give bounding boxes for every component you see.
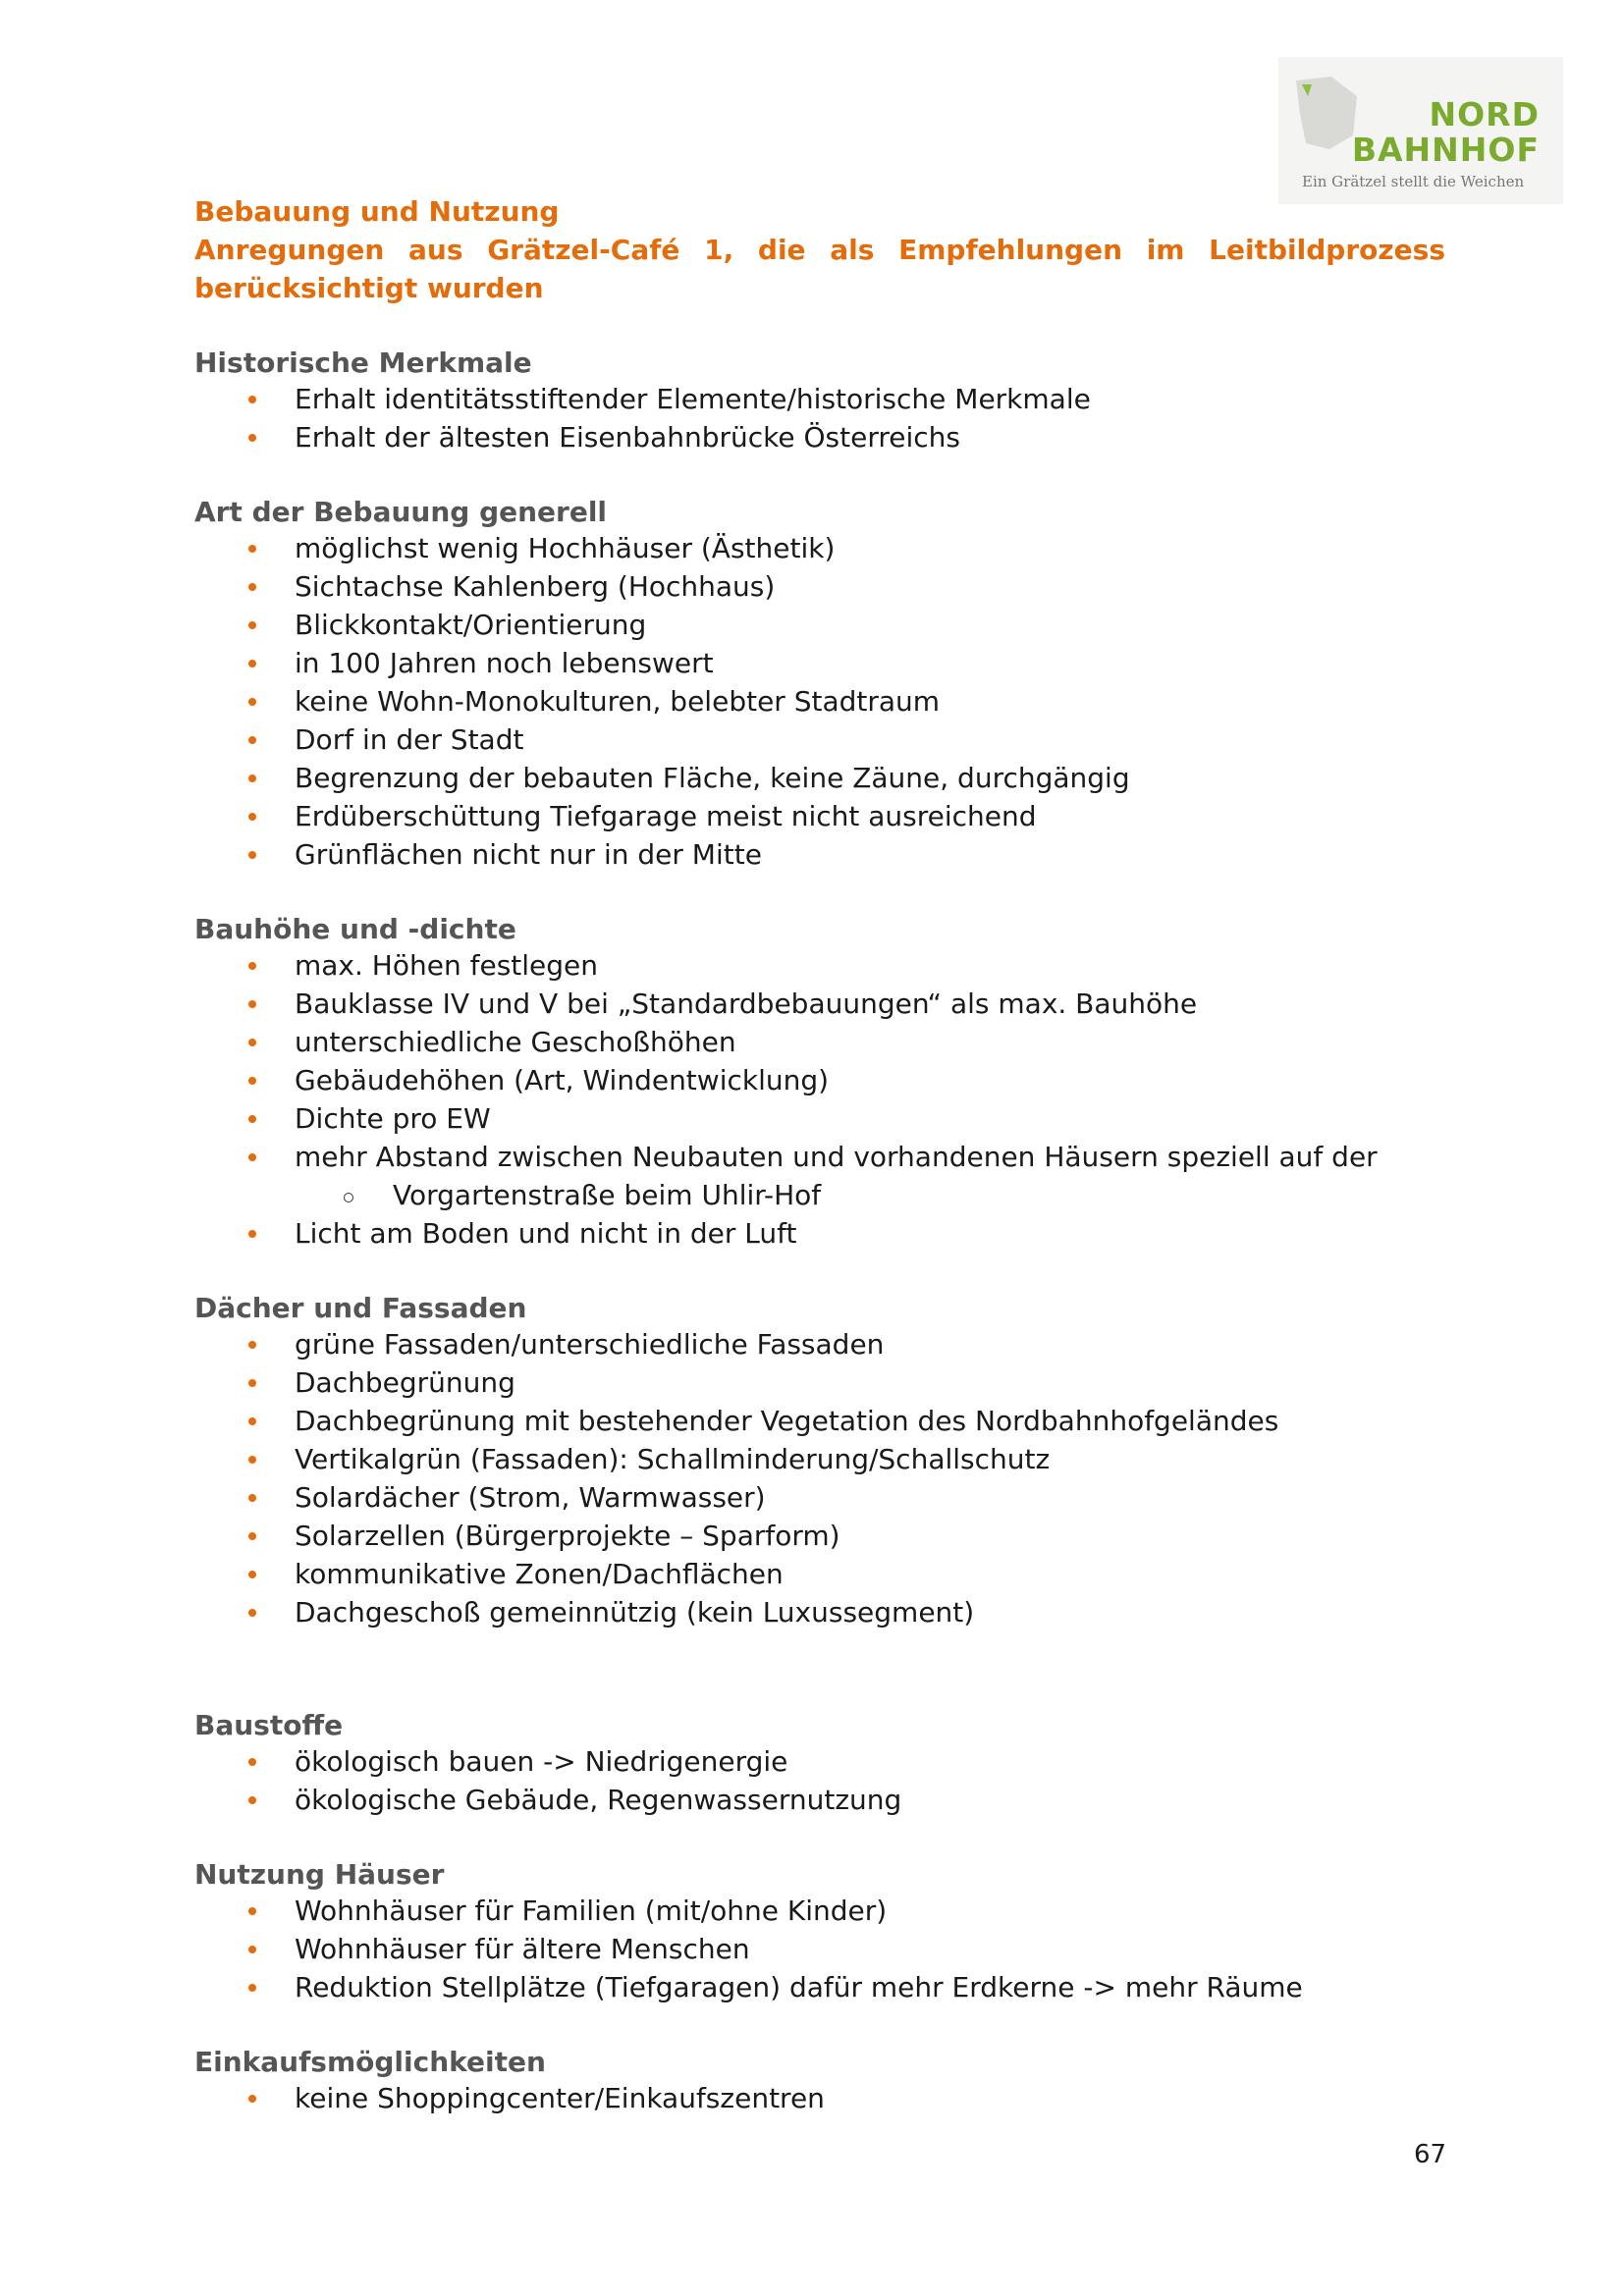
list-item: Dichte pro EW	[194, 1099, 1445, 1138]
bullet-icon	[248, 2095, 256, 2103]
section-heading: Bauhöhe und -dichte	[194, 913, 516, 945]
page-title: Bebauung und Nutzung	[194, 195, 560, 228]
bullet-icon	[248, 1494, 256, 1502]
document-body	[194, 192, 1445, 2117]
list-item: Wohnhäuser für ältere Menschen	[194, 1930, 1445, 1968]
page-subtitle: Anregungen aus Grätzel-Café 1, die als Empfehlungen im Leitbildprozess berücksichtigt wurden	[194, 234, 1445, 304]
bullet-icon	[248, 545, 256, 553]
section-heading: Nutzung Häuser	[194, 1858, 445, 1891]
list-item: ökologisch bauen -> Niedrigenergie	[194, 1742, 1445, 1781]
bullet-icon	[248, 1000, 256, 1008]
logo-tagline: Ein Grätzel stellt die Weichen	[1302, 173, 1525, 190]
list-item: Solardächer (Strom, Warmwasser)	[194, 1478, 1445, 1517]
list-item: Wohnhäuser für Familien (mit/ohne Kinder)	[194, 1892, 1445, 1930]
hollow-bullet-icon	[344, 1193, 353, 1202]
list-item: Erhalt identitätsstiftender Elemente/historische Merkmale	[194, 380, 1445, 418]
bullet-icon	[248, 736, 256, 744]
section-art-der-bebauung	[194, 495, 1445, 874]
bullet-icon	[248, 851, 256, 859]
list-item: Licht am Boden und nicht in der Luft	[194, 1214, 1445, 1253]
bullet-icon	[248, 1379, 256, 1387]
list-item: keine Wohn-Monokulturen, belebter Stadtraum	[194, 682, 1445, 721]
list-item: mehr Abstand zwischen Neubauten und vorhandenen Häusern speziell auf der	[194, 1138, 1445, 1176]
bullet-icon	[248, 698, 256, 706]
bullet-icon	[248, 1796, 256, 1804]
bullet-icon	[248, 396, 256, 403]
list-item: Grünflächen nicht nur in der Mitte	[194, 835, 1445, 874]
bullet-icon	[248, 1532, 256, 1540]
bullet-icon	[248, 1115, 256, 1123]
bullet-icon	[248, 962, 256, 970]
section-baustoffe	[194, 1708, 1445, 1819]
list-item: Dachbegrünung	[194, 1363, 1445, 1402]
section-historische-merkmale	[194, 346, 1445, 456]
bullet-icon	[248, 1907, 256, 1915]
list-item: Dachbegrünung mit bestehender Vegetation des Nordbahnhofgeländes	[194, 1402, 1445, 1440]
bullet-icon	[248, 583, 256, 591]
bullet-icon	[248, 1039, 256, 1046]
section-daecher-und-fassaden	[194, 1291, 1445, 1631]
bullet-icon	[248, 1153, 256, 1161]
bullet-icon	[248, 1984, 256, 1992]
bullet-icon	[248, 1758, 256, 1766]
list-item: Bauklasse IV und V bei „Standardbebauungen“ als max. Bauhöhe	[194, 985, 1445, 1023]
list-item: Blickkontakt/Orientierung	[194, 606, 1445, 644]
list-item: ökologische Gebäude, Regenwassernutzung	[194, 1781, 1445, 1819]
sub-list-item: Vorgartenstraße beim Uhlir-Hof	[194, 1176, 1445, 1214]
nordbahnhof-logo	[1278, 57, 1563, 204]
map-shape-icon	[1292, 75, 1361, 153]
bullet-icon	[248, 1456, 256, 1464]
list-item: max. Höhen festlegen	[194, 946, 1445, 985]
list-item: unterschiedliche Geschoßhöhen	[194, 1023, 1445, 1061]
bullet-icon	[248, 1417, 256, 1425]
list-item: kommunikative Zonen/Dachflächen	[194, 1555, 1445, 1593]
list-item: Erhalt der ältesten Eisenbahnbrücke Österreichs	[194, 418, 1445, 456]
list-item: Gebäudehöhen (Art, Windentwicklung)	[194, 1061, 1445, 1099]
bullet-icon	[248, 1230, 256, 1238]
list-item: Reduktion Stellplätze (Tiefgaragen) dafür mehr Erdkerne -> mehr Räume	[194, 1968, 1445, 2006]
list-item: grüne Fassaden/unterschiedliche Fassaden	[194, 1325, 1445, 1363]
page-number: 67	[1414, 2140, 1447, 2169]
list-item: Dorf in der Stadt	[194, 721, 1445, 759]
list-item: Dachgeschoß gemeinnützig (kein Luxussegment)	[194, 1593, 1445, 1631]
list-item: möglichst wenig Hochhäuser (Ästhetik)	[194, 529, 1445, 567]
bullet-icon	[248, 434, 256, 442]
logo-text-nord: NORD	[1429, 95, 1540, 133]
logo-text-bahnhof: BAHNHOF	[1351, 131, 1540, 169]
section-heading: Baustoffe	[194, 1709, 344, 1741]
bullet-icon	[248, 774, 256, 782]
bullet-icon	[248, 1077, 256, 1085]
section-nutzung-haeuser	[194, 1857, 1445, 2006]
bullet-icon	[248, 660, 256, 667]
list-item: Erdüberschüttung Tiefgarage meist nicht ausreichend	[194, 797, 1445, 835]
section-heading: Art der Bebauung generell	[194, 496, 608, 528]
section-heading: Dächer und Fassaden	[194, 1292, 527, 1324]
bullet-icon	[248, 1609, 256, 1617]
bullet-icon	[248, 1571, 256, 1578]
bullet-icon	[248, 1341, 256, 1349]
section-einkaufsmoeglichkeiten	[194, 2045, 1445, 2117]
bullet-icon	[248, 621, 256, 629]
bullet-icon	[248, 813, 256, 821]
bullet-icon	[248, 1946, 256, 1953]
list-item: Begrenzung der bebauten Fläche, keine Zäune, durchgängig	[194, 759, 1445, 797]
list-item: Vertikalgrün (Fassaden): Schallminderung/Schallschutz	[194, 1440, 1445, 1478]
list-item: Solarzellen (Bürgerprojekte – Sparform)	[194, 1517, 1445, 1555]
section-heading: Historische Merkmale	[194, 347, 532, 379]
section-heading: Einkaufsmöglichkeiten	[194, 2046, 546, 2078]
list-item: in 100 Jahren noch lebenswert	[194, 644, 1445, 682]
section-bauhoehe-und-dichte	[194, 912, 1445, 1253]
list-item: Sichtachse Kahlenberg (Hochhaus)	[194, 567, 1445, 606]
list-item: keine Shoppingcenter/Einkaufszentren	[194, 2079, 1445, 2117]
